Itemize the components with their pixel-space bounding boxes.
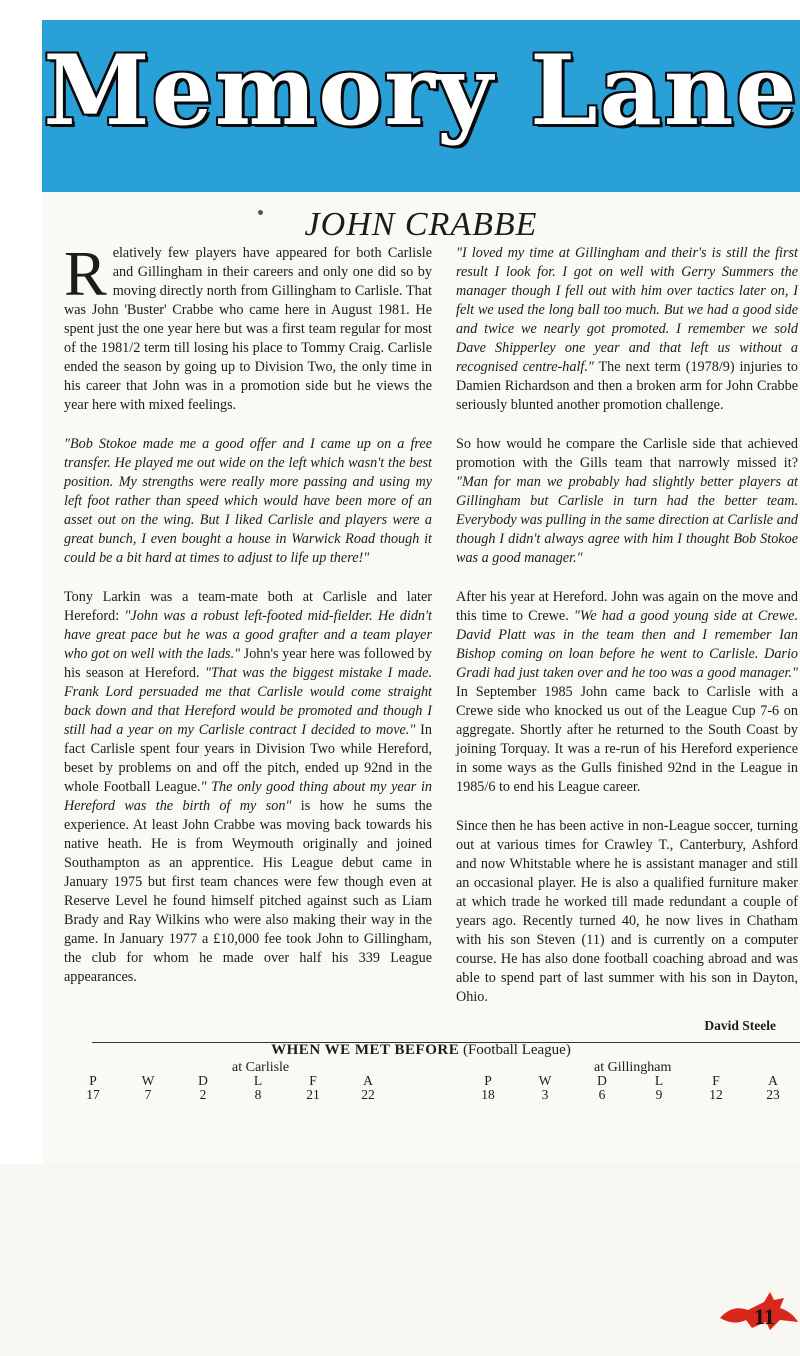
page-number: 11 (754, 1304, 775, 1329)
stat-value: 7 (144, 1087, 152, 1102)
stat-value: 6 (598, 1087, 606, 1102)
stat-value: 21 (306, 1087, 320, 1102)
intro-text: elatively few players have appeared for both Carlisle and Gillingham in their careers and only one did so by moving directly north from Gillingham to Carlisle. That was John 'Buster' Crabbe who came here in August 1981. He spent just the one year here but was a first team regular for most of the 1981/2 term till losing his place to Tommy Craig. Carlisle ended the season by going up to Division Two, the only time in his career that John was in a promotion side but he views the year here with mixed feelings. (64, 245, 432, 413)
stat-label: L (253, 1073, 263, 1088)
venue-carlisle-label: at Carlisle (232, 1060, 290, 1075)
stat-cell (243, 1074, 273, 1102)
stat-label: D (597, 1073, 607, 1088)
paragraph-quote-stokoe: "Bob Stokoe made me a good offer and I came up on a free transfer. He played me out wide on the left which wasn't the best position. My strengths were really more passing and using my left foot rather than speed which would have been more of an asset out on the wing. But I liked Carlisle and players were a great bunch, I even bought a house in Warwick Road though it could be a bit hard at times to adjust to life up there!" (64, 436, 432, 566)
stat-label: L (654, 1073, 664, 1088)
stat-label: A (768, 1073, 778, 1088)
stats-heading (42, 1042, 800, 1059)
stat-cell (644, 1074, 674, 1102)
stat-value: 3 (541, 1087, 549, 1102)
quote-run: "Man for man we probably had slightly better players at Gillingham but Carlisle in turn had the better team. Everybody was pulling in the same direction at Carlisle and though I didn't always agree with him I thought Bob Stokoe was a good manager." (456, 474, 798, 566)
stat-label: D (198, 1073, 208, 1088)
paragraph-compare (456, 435, 798, 568)
stat-cell (701, 1074, 731, 1102)
stat-label: W (141, 1073, 155, 1088)
text-run: is how he sums the experience. At least John Crabbe was moving back towards his native heath. He is from Weymouth originally and joined Southampton as an apprentice. His League debut came in January 1975 but first team chances were few though even at Reserve Level he found himself pitched against such as Liam Brady and Ray Wilkins who were also making their way in the game. In January 1977 a £10,000 fee took John to Gillingham, the club for whom he made over half his 339 League appearances. (64, 798, 432, 985)
quote-run: "John was a robust left-footed mid-fielder. He didn't have great pace but he was a good grafter and a team player who got on well with the lads." (64, 608, 432, 662)
text-run: In fact Carlisle spent four years in Division Two while Hereford, beset by problems on and off the pitch, ended up 92nd in the whole Football League. (64, 722, 432, 795)
stats-subtitle: (Football League) (462, 1042, 571, 1058)
page-title: Memory Lane (43, 34, 799, 147)
stat-value: 18 (481, 1087, 495, 1102)
stat-value: 12 (709, 1087, 723, 1102)
stat-value: 22 (361, 1087, 375, 1102)
stat-cell (133, 1074, 163, 1102)
right-column (456, 244, 798, 1027)
quote-run: " The only good thing about my year in Hereford was the birth of my son" (64, 779, 432, 814)
paragraph-crewe (456, 588, 798, 797)
paragraph-larkin (64, 588, 432, 987)
stat-cell (353, 1074, 383, 1102)
stat-value: 8 (254, 1087, 262, 1102)
page-top-margin (0, 0, 800, 20)
stat-cell (188, 1074, 218, 1102)
stat-label: A (363, 1073, 373, 1088)
title-banner (42, 20, 800, 195)
stat-label: P (89, 1073, 97, 1088)
stat-value: 23 (766, 1087, 780, 1102)
paragraph-gillingham (456, 244, 798, 415)
stat-value: 9 (655, 1087, 663, 1102)
stat-cell (298, 1074, 328, 1102)
stat-label: W (538, 1073, 552, 1088)
stat-label: P (484, 1073, 492, 1088)
article-page (42, 192, 800, 1329)
stat-cell (587, 1074, 617, 1102)
stat-cell (78, 1074, 108, 1102)
stats-title: WHEN WE MET BEFORE (271, 1042, 460, 1058)
author-credit: David Steele (704, 1018, 776, 1033)
stat-value: 2 (199, 1087, 207, 1102)
stat-value: 17 (86, 1087, 100, 1102)
quote-run: "I loved my time at Gillingham and their's is still the first result I look for. I got on well with Gerry Summers the manager though I fell out with him over tactics later on, I felt we used the long ball too much. But we had a good side and twice we nearly got promoted. I remember we sold Dave Shipperley one year and that left us without a recognised centre-half." (456, 245, 798, 375)
article-heading: JOHN CRABBE (304, 206, 538, 243)
stat-label: F (309, 1073, 317, 1088)
quote-run: "That was the biggest mistake I made. Frank Lord persuaded me that Carlisle would come straight back down and that Hereford would be promoted and though I still had a year on my Carlisle contract I decided to move." (64, 665, 432, 738)
text-run: The next term (1978/9) injuries to Damien Richardson and then a broken arm for John Crabbe seriously blunted another promotion challenge. (456, 359, 798, 413)
text-run: So how would he compare the Carlisle side that achieved promotion with the Gills team that narrowly missed it? (456, 436, 798, 471)
stat-cell (530, 1074, 560, 1102)
venue-gillingham-label: at Gillingham (594, 1060, 672, 1075)
text-run: After his year at Hereford. John was again on the move and this time to Crewe. (456, 589, 798, 624)
stat-cell (758, 1074, 788, 1102)
stat-label: F (712, 1073, 720, 1088)
left-column (64, 238, 432, 1007)
paragraph-intro (64, 238, 432, 415)
page-left-margin (0, 0, 42, 1164)
text-run: John's year here was followed by his season at Hereford. (64, 646, 432, 681)
text-run: Tony Larkin was a team-mate both at Carlisle and later Hereford: (64, 589, 432, 624)
paragraph-since-then: Since then he has been active in non-League soccer, turning out at various times for Crawley T., Canterbury, Ashford and now Whitstable where he is assistant manager and still an occasional player. He is also a qualified furniture maker at which trade he worked till made redundant a couple of years ago. Recently turned 40, he now lives in Chatham with his son Steven (11) and is currently on a computer course. He has also done football coaching abroad and was able to spend part of last summer with his son in Dayton, Ohio. (456, 818, 798, 1005)
drop-cap: R (64, 238, 107, 309)
text-run: In September 1985 John came back to Carlisle with a Crewe side who knocked us out of the League Cup 7-6 on aggregate. Shortly after he returned to the South Coast by joining Torquay. It was a re-run of his Hereford experience in some ways as the Gulls finished 92nd in the League in 1985/6 to end his League career. (456, 684, 798, 795)
quote-run: "We had a good young side at Crewe. David Platt was in the team then and I remember Ian Bishop coming on loan before he went to Carlisle. Dario Gradi had just taken over and he too was a good manager." (456, 608, 798, 681)
stat-cell (473, 1074, 503, 1102)
